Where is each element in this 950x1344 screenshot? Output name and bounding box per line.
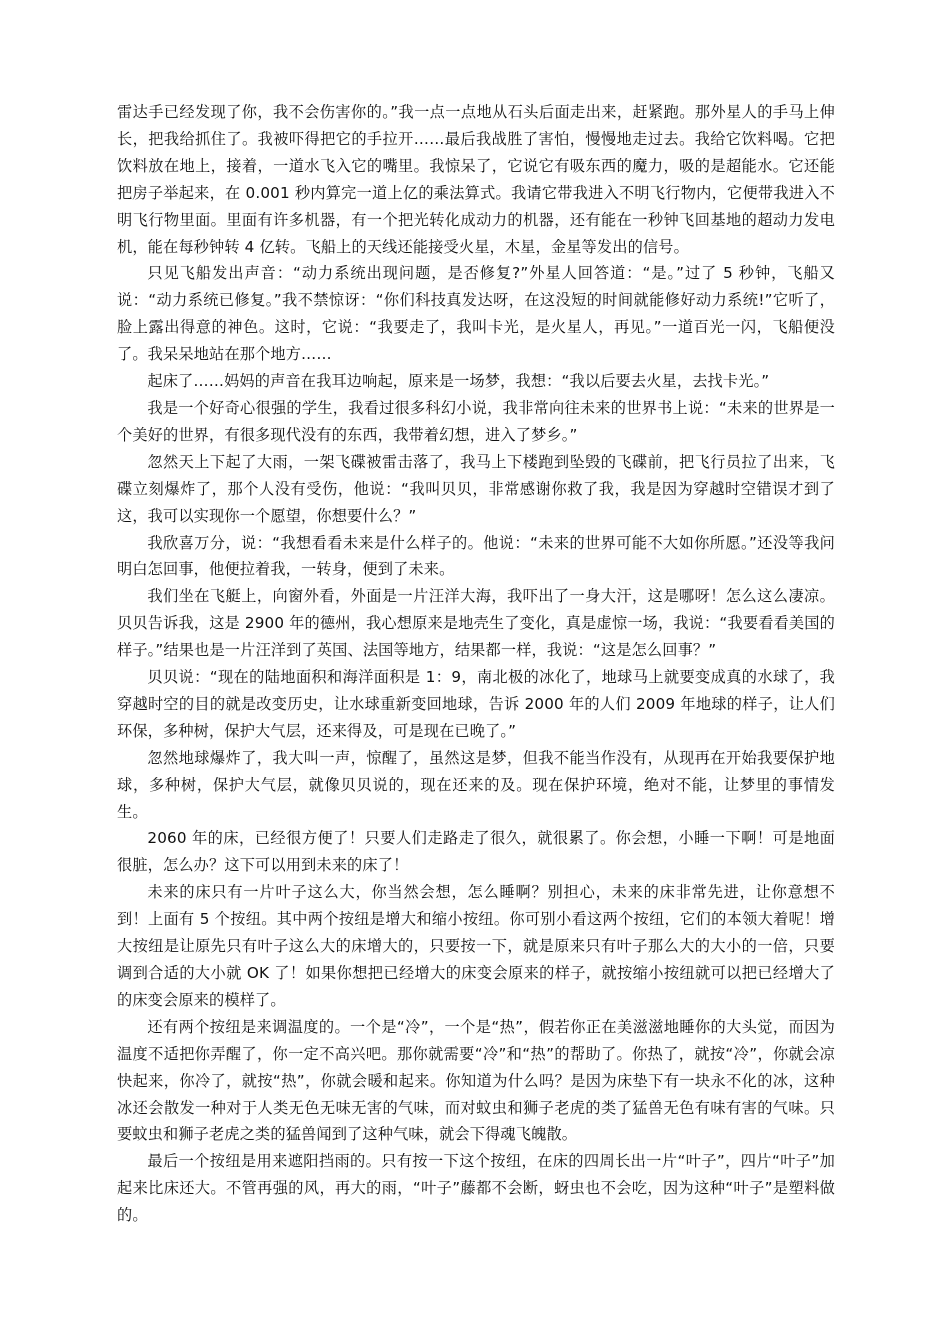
paragraph-9: 忽然地球爆炸了，我大叫一声，惊醒了，虽然这是梦，但我不能当作没有，从现再在开始我要保护地球，多种树，保护大气层，就像贝贝说的，现在还来的及。现在保护环境，绝对不能，让梦里的事情发生。: [117, 748, 835, 821]
paragraph-8: 贝贝说：“现在的陆地面积和海洋面积是 1：9，南北极的冰化了，地球马上就要变成真的水球了，我穿越时空的目的就是改变历史，让水球重新变回地球，告诉 2000 年的人们 2009 年地球的样子，让人们环保，多种树，保护大气层，还来得及，可是现在已晚了。”: [117, 668, 835, 740]
paragraph-5: 忽然天上下起了大雨，一架飞碟被雷击落了，我马上下楼跑到坠毁的飞碟前，把飞行员拉了出来，飞碟立刻爆炸了，那个人没有受伤，他说：“我叫贝贝，非常感谢你救了我，我是因为穿越时空错误才到了这，我可以实现你一个愿望，你想要什么？”: [117, 452, 835, 525]
paragraph-13: 最后一个按纽是用来遮阳挡雨的。只有按一下这个按纽，在床的四周长出一片“叶子”，四片“叶子”加起来比床还大。不管再强的风，再大的雨，“叶子”藤都不会断，蚜虫也不会吃，因为这种“叶子”是塑料做的。: [117, 1152, 835, 1225]
document-body: [117, 99, 835, 1229]
paragraph-3: 起床了……妈妈的声音在我耳边响起，原来是一场梦，我想：“我以后要去火星，去找卡光。”: [147, 372, 770, 391]
paragraph-12: 还有两个按纽是来调温度的。一个是“冷”，一个是“热”，假若你正在美滋滋地睡你的大头觉，而因为温度不适把你弄醒了，你一定不高兴吧。那你就需要“冷”和“热”的帮助了。你热了，就按“冷”，你就会凉快起来，你冷了，就按“热”，你就会暖和起来。你知道为什么吗？是因为床垫下有一块永不化的冰，这种冰还会散发一种对于人类无色无味无害的气味，而对蚊虫和狮子老虎的类了猛兽无色有味有害的气味。只要蚊虫和狮子老虎之类的猛兽闻到了这种气味，就会下得魂飞魄散。: [117, 1017, 835, 1144]
paragraph-4: 我是一个好奇心很强的学生，我看过很多科幻小说，我非常向往未来的世界书上说：“未来的世界是一个美好的世界，有很多现代没有的东西，我带着幻想，进入了梦乡。”: [117, 398, 835, 444]
paragraph-1: 雷达手已经发现了你，我不会伤害你的。”我一点一点地从石头后面走出来，赶紧跑。那外星人的手马上伸长，把我给抓住了。我被吓得把它的手拉开……最后我战胜了害怕，慢慢地走过去。我给它饮料喝。它把饮料放在地上，接着，一道水飞入它的嘴里。我惊呆了，它说它有吸东西的魔力，吸的是超能水。它还能把房子举起来，在 0.001 秒内算完一道上亿的乘法算式。我请它带我进入不明飞行物内，它便带我进入不明飞行物里面。里面有许多机器，有一个把光转化成动力的机器，还有能在一秒钟飞回基地的超动力发电机，能在每秒钟转 4 亿转。飞船上的天线还能接受火星，木星，金星等发出的信号。: [117, 103, 835, 256]
paragraph-10: 2060 年的床，已经很方便了！只要人们走路走了很久，就很累了。你会想，小睡一下啊！可是地面很脏，怎么办？这下可以用到未来的床了！: [117, 829, 835, 875]
paragraph-2: 只见飞船发出声音：“动力系统出现问题，是否修复?”外星人回答道：“是。”过了 5 秒钟，飞船又说：“动力系统已修复。”我不禁惊讶：“你们科技真发达呀，在这没短的时间就能修好动力系统!”它听了，脸上露出得意的神色。这时，它说：“我要走了，我叫卡光，是火星人，再见。”一道百光一闪，飞船便没了。我呆呆地站在那个地方……: [117, 264, 835, 364]
paragraph-6: 我欣喜万分，说：“我想看看未来是什么样子的。他说：“未来的世界可能不大如你所愿。”还没等我问明白怎回事，他便拉着我，一转身，便到了未来。: [117, 533, 835, 579]
paragraph-7: 我们坐在飞艇上，向窗外看，外面是一片汪洋大海，我吓出了一身大汗，这是哪呀！怎么这么凄凉。贝贝告诉我，这是 2900 年的德州，我心想原来是地壳生了变化，真是虚惊一场，我说：“我要看看美国的样子。”结果也是一片汪洋到了英国、法国等地方，结果都一样，我说：“这是怎么回事？”: [117, 587, 835, 660]
paragraph-11: 未来的床只有一片叶子这么大，你当然会想，怎么睡啊？别担心，未来的床非常先进，让你意想不到！上面有 5 个按纽。其中两个按纽是增大和缩小按纽。你可别小看这两个按纽，它们的本领大着呢！增大按纽是让原先只有叶子这么大的床增大的，只要按一下，就是原来只有叶子那么大的大小的一倍，只要调到合适的大小就 OK 了！如果你想把已经增大的床变会原来的样子，就按缩小按纽就可以把已经增大了的床变会原来的模样了。: [117, 883, 835, 1009]
